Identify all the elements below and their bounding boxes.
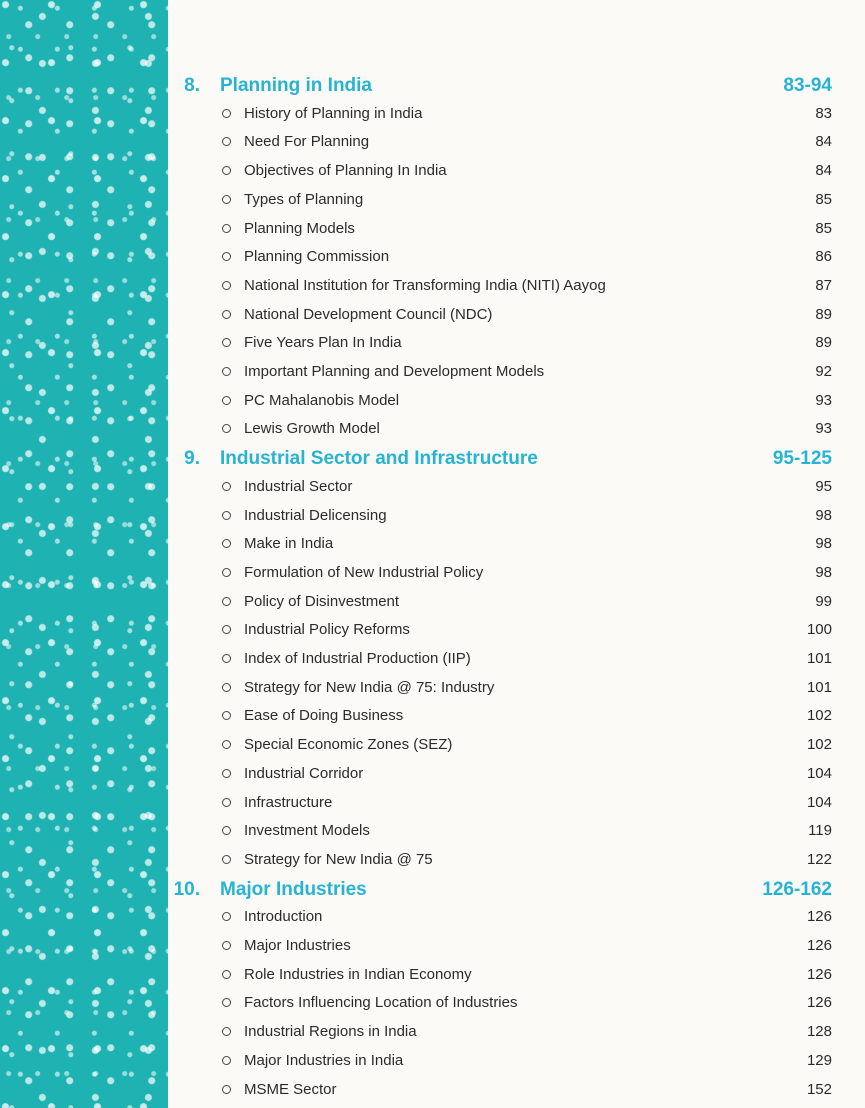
chapter-number: 10.: [173, 878, 200, 900]
circle-bullet-icon: [222, 224, 231, 233]
toc-entry[interactable]: [168, 731, 832, 759]
toc-entry-label: Infrastructure: [244, 793, 333, 811]
toc-entry[interactable]: [168, 272, 832, 300]
circle-bullet-icon: [222, 826, 231, 835]
toc-entry[interactable]: [168, 645, 832, 673]
toc-entry-page: 104: [806, 793, 832, 811]
chapter-title: Industrial Sector and Infrastructure: [220, 448, 538, 470]
circle-bullet-icon: [222, 252, 231, 261]
toc-entry-page: 93: [815, 420, 832, 438]
toc-entry-label: Strategy for New India @ 75: [244, 850, 433, 868]
chapter-number: 9.: [184, 448, 200, 470]
toc-entry-page: 126: [806, 965, 832, 983]
circle-bullet-icon: [222, 998, 231, 1007]
toc-entry-label: Make in India: [244, 535, 334, 553]
circle-bullet-icon: [222, 137, 231, 146]
toc-entry[interactable]: [168, 243, 832, 271]
toc-entry-label: Index of Industrial Production (IIP): [244, 650, 471, 667]
toc-entry[interactable]: [168, 473, 832, 501]
toc-entry[interactable]: [168, 1076, 832, 1104]
toc-entry-page: 83: [815, 104, 832, 122]
toc-entry[interactable]: [168, 186, 832, 214]
chapter-page-range: 83-94: [783, 75, 832, 96]
toc-entry-page: 85: [815, 190, 832, 208]
toc-entry-label: Special Economic Zones (SEZ): [244, 736, 453, 754]
toc-entry-page: 102: [806, 707, 832, 725]
chapter-title: Major Industries: [220, 878, 367, 900]
circle-bullet-icon: [222, 1085, 231, 1094]
toc-entry[interactable]: [168, 616, 832, 644]
chapter-page-range: 126-162: [762, 878, 832, 900]
toc-entry-label: PC Mahalanobis Model: [244, 391, 400, 409]
toc-entry[interactable]: [168, 588, 832, 616]
toc-entry-label: National Development Council (NDC): [244, 305, 493, 323]
decorative-side-band: [0, 0, 168, 1108]
toc-entry-page: 98: [815, 535, 832, 553]
toc-entry-page: 99: [815, 592, 832, 610]
circle-bullet-icon: [222, 625, 231, 634]
circle-bullet-icon: [222, 654, 231, 663]
toc-entry-page: 126: [806, 994, 832, 1012]
toc-entry[interactable]: [168, 329, 832, 357]
toc-entry-label: MSME Sector: [244, 1080, 337, 1098]
circle-bullet-icon: [222, 798, 231, 807]
toc-entry[interactable]: [168, 903, 832, 931]
toc-entry-label: Role Industries in Indian Economy: [244, 965, 472, 983]
circle-bullet-icon: [222, 1056, 231, 1065]
circle-bullet-icon: [222, 941, 231, 950]
toc-entry-label: History of Planning in India: [244, 104, 423, 122]
toc-entry-page: 98: [815, 506, 832, 524]
toc-entry[interactable]: [168, 989, 832, 1017]
toc-entry[interactable]: [168, 502, 832, 530]
circle-bullet-icon: [222, 769, 231, 778]
toc-entry-page: 89: [815, 334, 832, 352]
toc-entry[interactable]: [168, 358, 832, 386]
toc-entry-page: 102: [806, 736, 832, 754]
circle-bullet-icon: [222, 281, 231, 290]
toc-entry[interactable]: [168, 100, 832, 128]
toc-entry-label: Factors Influencing Location of Industries: [244, 994, 518, 1012]
toc-entry[interactable]: [168, 387, 832, 415]
circle-bullet-icon: [222, 539, 231, 548]
chapter-number: 8.: [184, 75, 200, 96]
circle-bullet-icon: [222, 482, 231, 491]
circle-bullet-icon: [222, 338, 231, 347]
toc-entry-page: 98: [815, 563, 832, 581]
circle-bullet-icon: [222, 396, 231, 405]
toc-entry-label: Planning Models: [244, 219, 355, 237]
circle-bullet-icon: [222, 166, 231, 175]
toc-entry-label: Industrial Delicensing: [244, 506, 387, 524]
toc-entry-label: Objectives of Planning In India: [244, 162, 447, 180]
chapter-heading[interactable]: [168, 444, 832, 472]
circle-bullet-icon: [222, 683, 231, 692]
circle-bullet-icon: [222, 195, 231, 204]
toc-entry-label: Industrial Corridor: [244, 764, 364, 782]
toc-entry-page: 86: [815, 248, 832, 266]
toc-entry-label: Investment Models: [244, 822, 370, 840]
circle-bullet-icon: [222, 1027, 231, 1036]
circle-bullet-icon: [222, 109, 231, 118]
toc-entry-label: Introduction: [244, 908, 323, 926]
circle-bullet-icon: [222, 912, 231, 921]
toc-entry[interactable]: [168, 932, 832, 960]
toc-entry-page: 100: [806, 621, 832, 639]
toc-entry-page: 101: [806, 650, 832, 667]
toc-entry[interactable]: [168, 1018, 832, 1046]
toc-entry-label: Need For Planning: [244, 133, 370, 151]
circle-bullet-icon: [222, 568, 231, 577]
chapter-heading[interactable]: [168, 875, 832, 903]
toc-entry[interactable]: [168, 1047, 832, 1075]
toc-entry-label: Ease of Doing Business: [244, 707, 404, 725]
toc-entry-page: 129: [806, 1051, 832, 1069]
toc-entry-label: Five Years Plan In India: [244, 334, 402, 352]
toc-entry-page: 128: [806, 1023, 832, 1041]
toc-entry-page: 93: [815, 391, 832, 409]
toc-entry[interactable]: [168, 415, 832, 443]
toc-entry-page: 126: [806, 908, 832, 926]
toc-entry-page: 84: [815, 133, 832, 151]
toc-entry-label: Major Industries in India: [244, 1051, 404, 1069]
toc-entry[interactable]: [168, 702, 832, 730]
toc-entry-page: 85: [815, 219, 832, 237]
toc-entry-label: Important Planning and Development Models: [244, 363, 545, 380]
toc-entry[interactable]: [168, 157, 832, 185]
toc-entry-label: National Institution for Transforming India (NITI) Aayog: [244, 276, 606, 294]
toc-entry-page: 104: [806, 764, 832, 782]
circle-bullet-icon: [222, 511, 231, 520]
toc-entry-label: Types of Planning: [244, 190, 364, 208]
circle-bullet-icon: [222, 367, 231, 376]
toc-entry-page: 126: [806, 937, 832, 954]
toc-entry-page: 84: [815, 162, 832, 180]
toc-entry-page: 101: [806, 678, 832, 696]
toc-entry-label: Formulation of New Industrial Policy: [244, 563, 484, 581]
toc-entry-page: 152: [806, 1080, 832, 1098]
circle-bullet-icon: [222, 711, 231, 720]
toc-entry-page: 92: [815, 363, 832, 380]
toc-entry[interactable]: [168, 301, 832, 329]
circle-bullet-icon: [222, 855, 231, 864]
toc-entry[interactable]: [168, 530, 832, 558]
toc-entry[interactable]: [168, 817, 832, 845]
toc-entry[interactable]: [168, 846, 832, 874]
toc-entry-label: Planning Commission: [244, 248, 390, 266]
toc-entry-page: 87: [815, 276, 832, 294]
circle-bullet-icon: [222, 424, 231, 433]
circle-bullet-icon: [222, 970, 231, 979]
toc-entry-label: Industrial Policy Reforms: [244, 621, 410, 639]
circle-bullet-icon: [222, 597, 231, 606]
toc-entry-page: 95: [815, 477, 832, 495]
chapter-page-range: 95-125: [772, 448, 832, 470]
toc-entry-label: Major Industries: [244, 937, 351, 954]
table-of-contents: [168, 0, 865, 1108]
toc-entry-page: 119: [808, 822, 832, 840]
toc-entry[interactable]: [168, 674, 832, 702]
toc-entry[interactable]: [168, 789, 832, 817]
toc-entry-label: Industrial Regions in India: [244, 1023, 417, 1041]
toc-entry-label: Industrial Sector: [244, 477, 353, 495]
circle-bullet-icon: [222, 310, 231, 319]
toc-entry[interactable]: [168, 215, 832, 243]
toc-entry-label: Strategy for New India @ 75: Industry: [244, 678, 495, 696]
toc-entry[interactable]: [168, 961, 832, 989]
toc-entry-label: Policy of Disinvestment: [244, 592, 400, 610]
toc-entry-label: Lewis Growth Model: [244, 420, 380, 438]
toc-entry[interactable]: [168, 760, 832, 788]
toc-entry-page: 122: [806, 850, 832, 868]
toc-entry-page: 89: [815, 305, 832, 323]
chapter-title: Planning in India: [220, 75, 372, 96]
circle-bullet-icon: [222, 740, 231, 749]
chapter-heading[interactable]: [168, 71, 832, 99]
toc-entry[interactable]: [168, 128, 832, 156]
toc-entry[interactable]: [168, 559, 832, 587]
